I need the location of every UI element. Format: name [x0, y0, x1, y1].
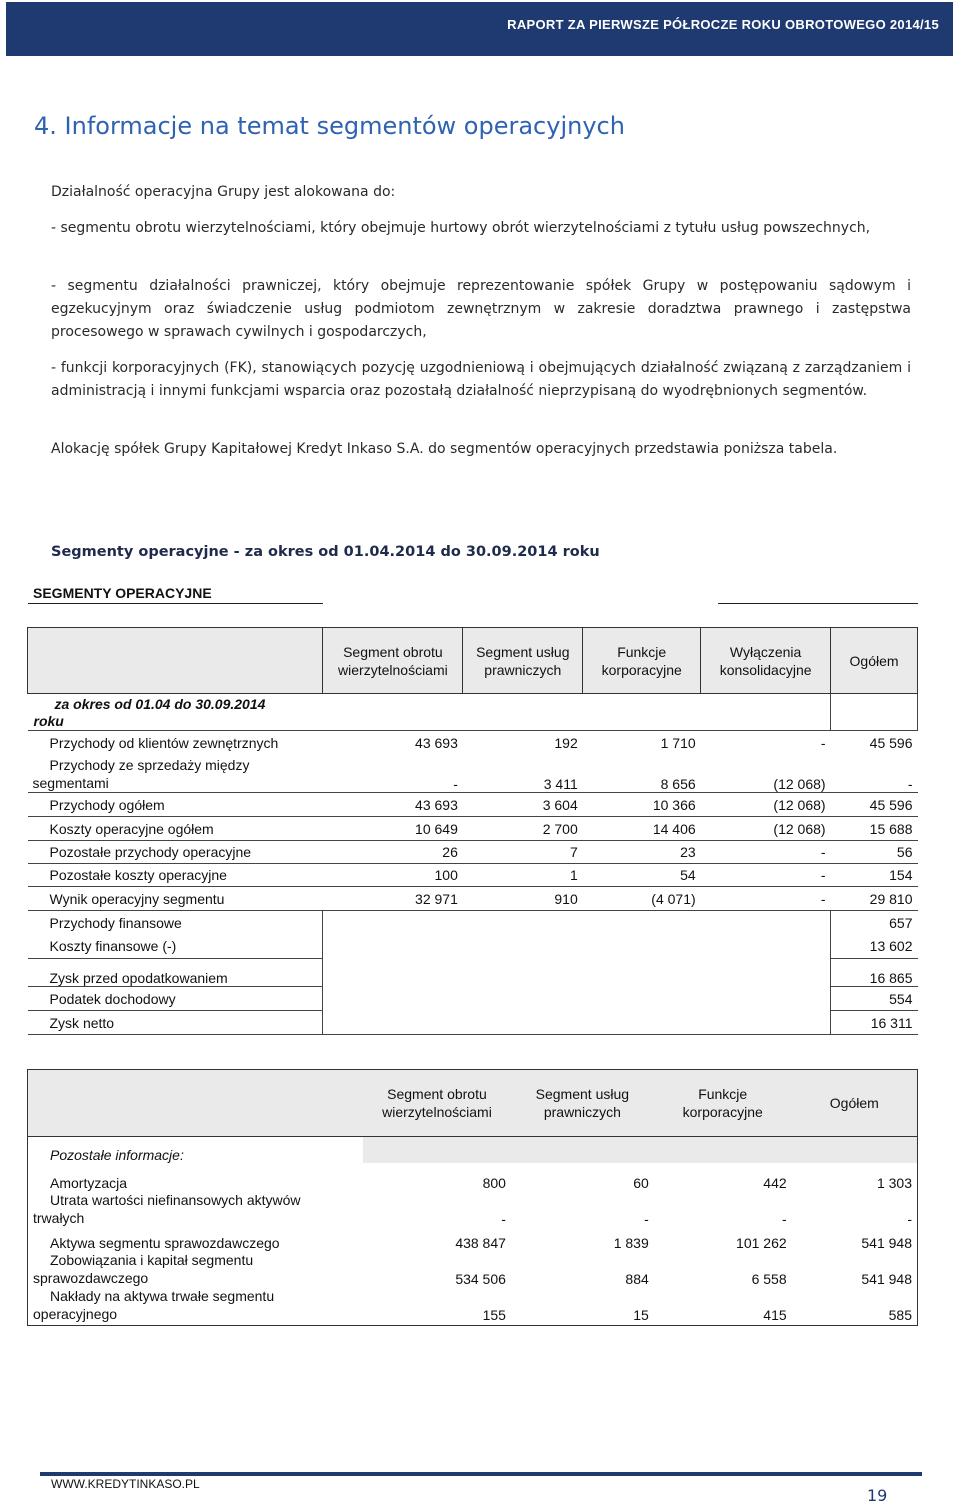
table-row: Pozostałe koszty operacyjne 100 1 54 - 154 [28, 864, 918, 887]
paragraph-corporate-functions: - funkcji korporacyjnych (FK), stanowiących pozycję uzgodnieniową i obejmujących działalność związaną z zarządzaniem i administracją i innymi funkcjami wsparcia oraz pozostałą działalność nieprzypisaną do wyodrębnionych segmentów. [51, 360, 911, 399]
table-row: Koszty operacyjne ogółem 10 649 2 700 14 406 (12 068) 15 688 [28, 817, 918, 841]
table-row: Nakłady na aktywa trwałe segmentu operacyjnego 155 15 415 585 [33, 1287, 912, 1323]
intro-paragraph: Działalność operacyjna Grupy jest alokowana do: [51, 184, 396, 200]
segments-caps-label: SEGMENTY OPERACYJNE [33, 585, 212, 601]
page-number: 19 [867, 1486, 888, 1505]
table2-header-debt: Segment obrotu wierzytelnościami [363, 1070, 511, 1137]
table-row: Przychody ze sprzedaży między segmentami - 3 411 8 656 (12 068) - [32, 757, 913, 792]
table-row: Pozostałe przychody operacyjne 26 7 23 - 56 [28, 841, 918, 864]
report-title: RAPORT ZA PIERWSZE PÓŁROCZE ROKU OBROTOWEGO 2014/15 [507, 17, 939, 32]
paragraph-allocation: Alokację spółek Grupy Kapitałowej Kredyt Inkaso S.A. do segmentów operacyjnych przedstawia poniższa tabela. [51, 441, 838, 457]
footer-url: WWW.KREDYTINKASO.PL [51, 1477, 200, 1491]
paragraph-debt-trading: - segmentu obrotu wierzytelnościami, który obejmuje hurtowy obrót wierzytelnościami z tytułu usług powszechnych, [51, 220, 871, 236]
table1-header-total: Ogółem [831, 628, 918, 694]
table-row: Wynik operacyjny segmentu 32 971 910 (4 071) - 29 810 [28, 887, 918, 911]
segment-heading: Segmenty operacyjne - za okres od 01.04.2014 do 30.09.2014 roku [51, 544, 600, 560]
table-row: Koszty finansowe (-) 13 602 [28, 935, 918, 959]
underline-right [718, 603, 918, 604]
table-row: Przychody od klientów zewnętrznych 43 693 192 1 710 - 45 596 [28, 731, 918, 755]
table-row: Utrata wartości niefinansowych aktywów trwałych - - - - [33, 1191, 912, 1227]
footer-line [40, 1472, 922, 1476]
header-bar [6, 2, 953, 56]
table-row: Amortyzacja 800 60 442 1 303 [50, 1174, 912, 1191]
table-row: Przychody ogółem 43 693 3 604 10 366 (12 068) 45 596 [28, 793, 918, 817]
table1-header-corporate: Funkcje korporacyjne [583, 628, 701, 694]
table1-period-row [28, 694, 918, 731]
table2-section-row [28, 1137, 918, 1163]
table2-header-blank [28, 1070, 364, 1137]
table1-header-row [28, 628, 918, 694]
table1-header-eliminations: Wyłączenia konsolidacyjne [701, 628, 831, 694]
section-title: 4. Informacje na temat segmentów operacyjnych [34, 112, 625, 140]
underline-left [28, 603, 323, 604]
table-row: Podatek dochodowy 554 [28, 987, 918, 1011]
table-row: Przychody finansowe 657 [28, 911, 918, 935]
table2-header-row [28, 1070, 918, 1137]
segments-table [27, 627, 918, 1035]
table2-header-total: Ogółem [792, 1070, 918, 1137]
period-label-line1: za okres od 01.04 do 30.09.2014 [54, 696, 266, 712]
table-row: Aktywa segmentu sprawozdawczego 438 847 1 839 101 262 541 948 [50, 1234, 912, 1251]
period-label-line2: roku [33, 713, 64, 729]
table1-header-debt: Segment obrotu wierzytelnościami [323, 628, 463, 694]
table-row: Zysk netto 16 311 [28, 1011, 918, 1035]
table1-header-legal: Segment usług prawniczych [463, 628, 583, 694]
other-info-label: Pozostałe informacje: [28, 1137, 364, 1163]
table-row: Zysk przed opodatkowaniem 16 865 [28, 959, 918, 987]
table2-header-legal: Segment usług prawniczych [511, 1070, 654, 1137]
table1-header-blank [28, 628, 323, 694]
other-info-table [27, 1069, 918, 1326]
table2-header-corporate: Funkcje korporacyjne [654, 1070, 792, 1137]
table-row: Zobowiązania i kapitał segmentu sprawozdawczego 534 506 884 6 558 541 948 [33, 1251, 912, 1287]
paragraph-legal-services: - segmentu działalności prawniczej, który obejmuje reprezentowanie spółek Grupy w postępowaniu sądowym i egzekucyjnym oraz świadczenie usług podmiotom zewnętrznym w zakresie doradztwa prawnego i zastępstwa procesowego w sprawach cywilnych i gospodarczych, [51, 278, 911, 340]
